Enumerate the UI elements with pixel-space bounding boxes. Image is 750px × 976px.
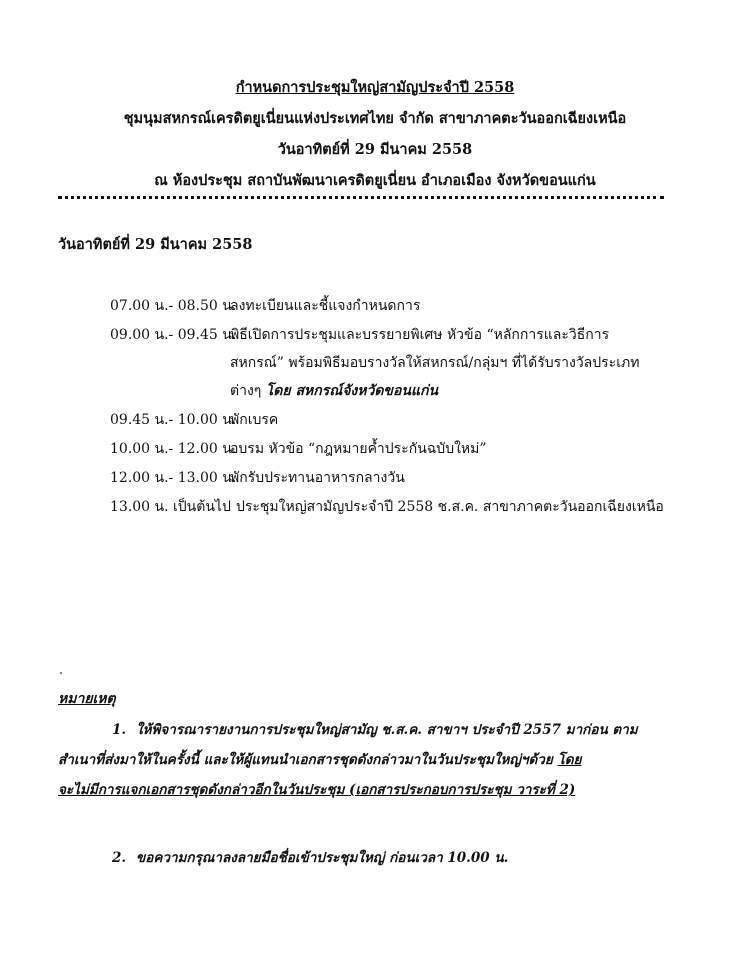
document-header (40, 72, 710, 196)
schedule-time: 12.00 น.- 13.00 น. (110, 470, 237, 486)
schedule-time: 07.00 น.- 08.50 น. (110, 298, 237, 314)
schedule-line: ประชุมใหญ่สามัญประจำปี 2558 ช.ส.ค. สาขาภาคตะวันออกเฉียงเหนือ (236, 499, 664, 515)
scan-speck (60, 672, 62, 674)
organization-name: ชุมนุมสหกรณ์เครดิตยูเนี่ยนแห่งประเทศไทย จำกัด สาขาภาคตะวันออกเฉียงเหนือ (123, 110, 627, 127)
schedule-time: 13.00 น. เป็นต้นไป (110, 499, 231, 515)
notes-section (58, 688, 678, 866)
schedule-row (110, 296, 710, 316)
note-line: จะไม่มีการแจกเอกสารชุดดังกล่าวอีกในวันประชุม (เอกสารประกอบการประชุม วาระที่ 2) (58, 782, 576, 798)
schedule-date-heading: วันอาทิตย์ที่ 29 มีนาคม 2558 (58, 236, 253, 253)
document-title: กำหนดการประชุมใหญ่สามัญประจำปี 2558 (235, 79, 515, 96)
schedule-line: อบรม หัวข้อ “กฎหมายค้ำประกันฉบับใหม่” (230, 441, 487, 457)
meeting-date: วันอาทิตย์ที่ 29 มีนาคม 2558 (277, 141, 473, 158)
schedule-description (230, 296, 710, 316)
schedule-description (230, 410, 710, 430)
schedule-description (230, 468, 710, 488)
schedule-line: ลงทะเบียนและชี้แจงกำหนดการ (230, 298, 421, 314)
note-line-text: สำเนาที่ส่งมาให้ในครั้งนี้ และให้ผู้แทนนำเอกสารชุดดังกล่าวมาในวันประชุมใหญ่ฯด้วย (58, 752, 558, 768)
notes-label: หมายเหตุ (58, 691, 116, 707)
note-item (58, 720, 638, 800)
schedule-row (110, 439, 710, 459)
schedule-description (236, 497, 710, 517)
note-number: 2. (112, 850, 127, 866)
schedule-line-text: ต่างๆ (230, 383, 266, 399)
schedule-line: พักรับประทานอาหารกลางวัน (230, 470, 405, 486)
note-line: ให้พิจารณารายงานการประชุมใหญ่สามัญ ช.ส.ค. สาขาฯ ประจำปี 2557 มาก่อน ตาม (136, 722, 638, 738)
note-number: 1. (112, 722, 127, 738)
schedule-line: พิธีเปิดการประชุมและบรรยายพิเศษ หัวข้อ “หลักการและวิธีการ (230, 327, 610, 343)
dotted-divider (58, 196, 664, 199)
schedule-time: 10.00 น.- 12.00 น. (110, 441, 237, 457)
schedule-line: พักเบรค (230, 412, 279, 428)
schedule-row (110, 497, 710, 517)
schedule-description (230, 439, 710, 459)
note-line (58, 750, 638, 770)
schedule-row (110, 410, 710, 430)
schedule-row (110, 468, 710, 488)
schedule-time: 09.00 น.- 09.45 น. (110, 327, 237, 343)
presenter-emphasis: โดย สหกรณ์จังหวัดขอนแก่น (265, 383, 439, 399)
schedule-description (230, 325, 710, 401)
schedule-line (230, 381, 710, 401)
schedule-line: สหกรณ์” พร้อมพิธีมอบรางวัลให้สหกรณ์/กลุ่มฯ ที่ได้รับรางวัลประเภท (230, 355, 640, 371)
note-underlined-text: โดย (557, 752, 582, 768)
schedule-row (110, 325, 710, 401)
schedule-list (110, 296, 710, 526)
meeting-venue: ณ ห้องประชุม สถาบันพัฒนาเครดิตยูเนี่ยน อำเภอเมือง จังหวัดขอนแก่น (154, 172, 596, 189)
note-line: ขอความกรุณาลงลายมือชื่อเข้าประชุมใหญ่ ก่อนเวลา 10.00 น. (136, 850, 509, 866)
schedule-time: 09.45 น.- 10.00 น. (110, 412, 237, 428)
note-item (58, 848, 508, 868)
